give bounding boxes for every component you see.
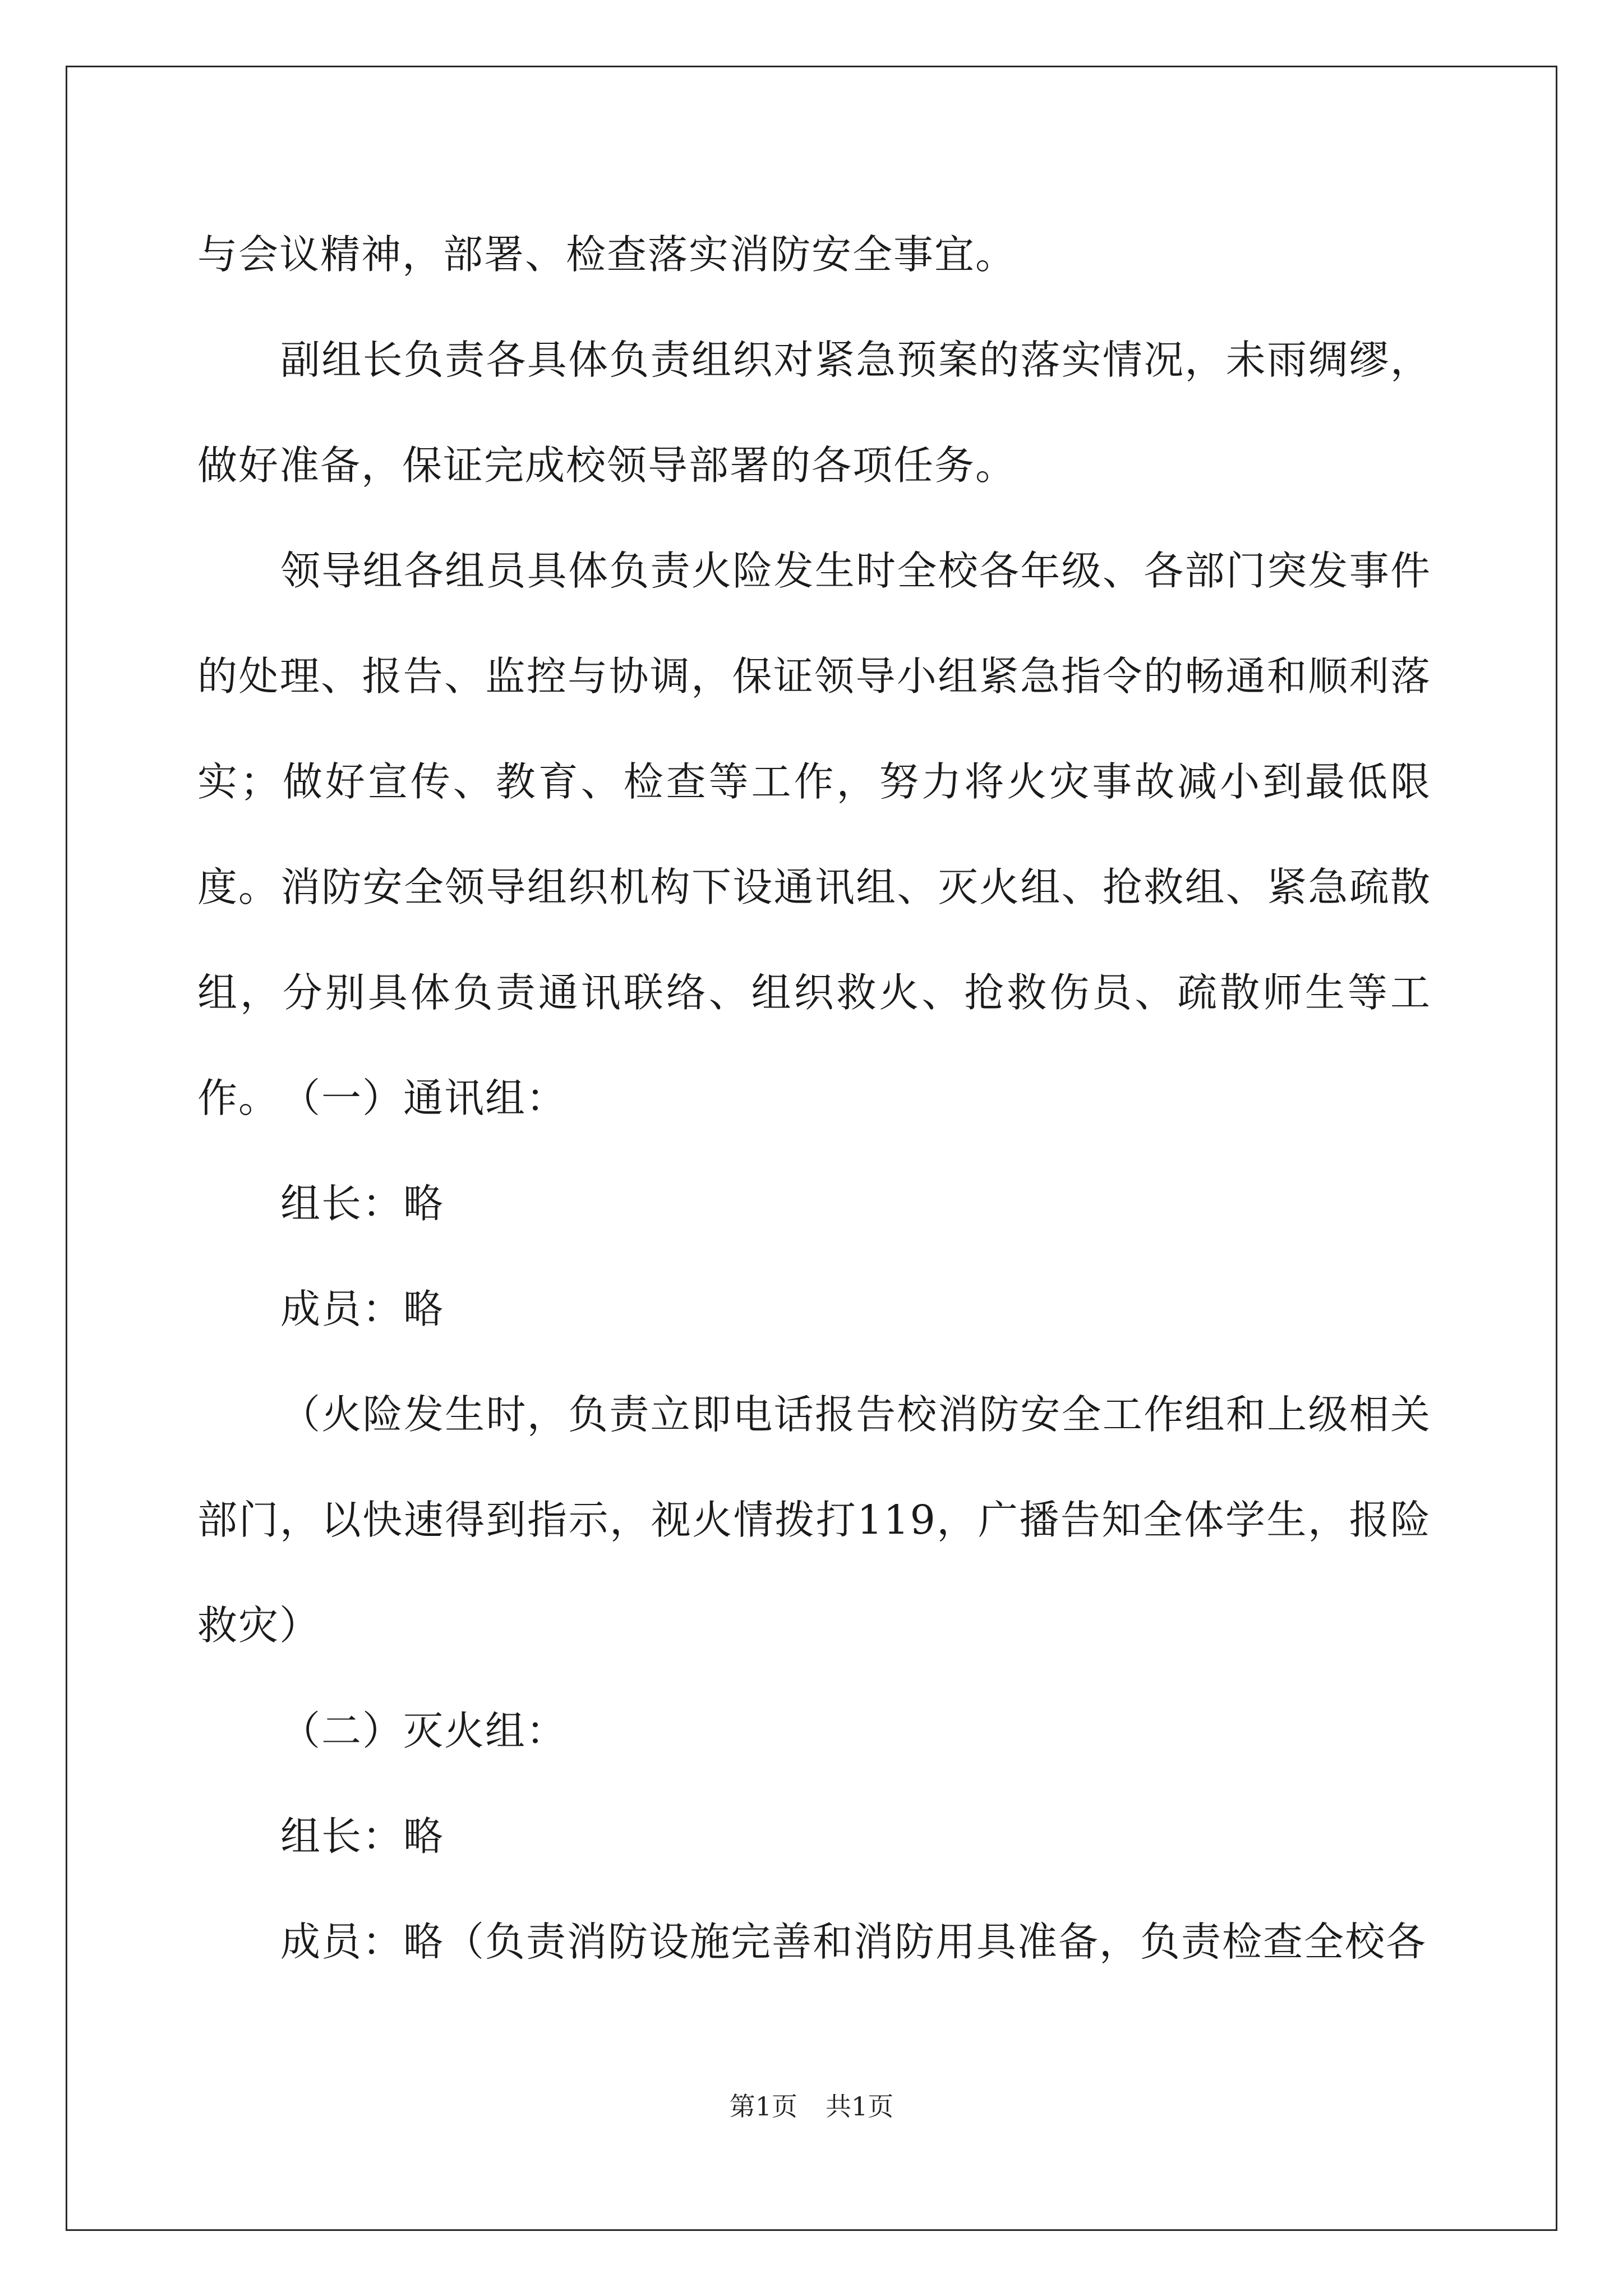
firefighting-leader: 组长：略 xyxy=(280,1813,445,1860)
communication-members: 成员：略 xyxy=(280,1286,445,1332)
communication-duties: （火险发生时，负责立即电话报告校消防安全工作组和上级相关部门，以快速得到指示，视火情拨打119，广播告知全体学生，报险救灾） xyxy=(197,1391,1431,1649)
paragraph-2: 副组长负责各具体负责组织对紧急预案的落实情况，未雨绸缪，做好准备，保证完成校领导部署的各项任务。 xyxy=(197,337,1431,489)
section-heading-firefighting: （二）灭火组： xyxy=(280,1708,568,1754)
paragraph-1: 与会议精神，部署、检查落实消防安全事宜。 xyxy=(197,231,1017,278)
page-number-total: 共1页 xyxy=(826,2091,894,2122)
paragraph-4: 消防安全领导组织机构下设通讯组、灭火组、抢救组、紧急疏散组，分别具体负责通讯联络、组织救火、抢救伤员、疏散师生等工作。 xyxy=(197,864,1431,1121)
communication-leader: 组长：略 xyxy=(280,1180,445,1227)
section-heading-communication: （一）通讯组： xyxy=(280,1075,568,1121)
page-footer xyxy=(0,2090,1623,2123)
paragraph-3: 领导组各组员具体负责火险发生时全校各年级、各部门突发事件的处理、报告、监控与协调，保证领导小组紧急指令的畅通和顺利落实；做好宣传、教育、检查等工作，努力将火灾事故减小到最低限度。 xyxy=(197,547,1431,910)
firefighting-members: 成员：略（负责消防设施完善和消防用具准备，负责检查全校各 xyxy=(280,1918,1427,1965)
page-number-current: 第1页 xyxy=(729,2091,797,2122)
